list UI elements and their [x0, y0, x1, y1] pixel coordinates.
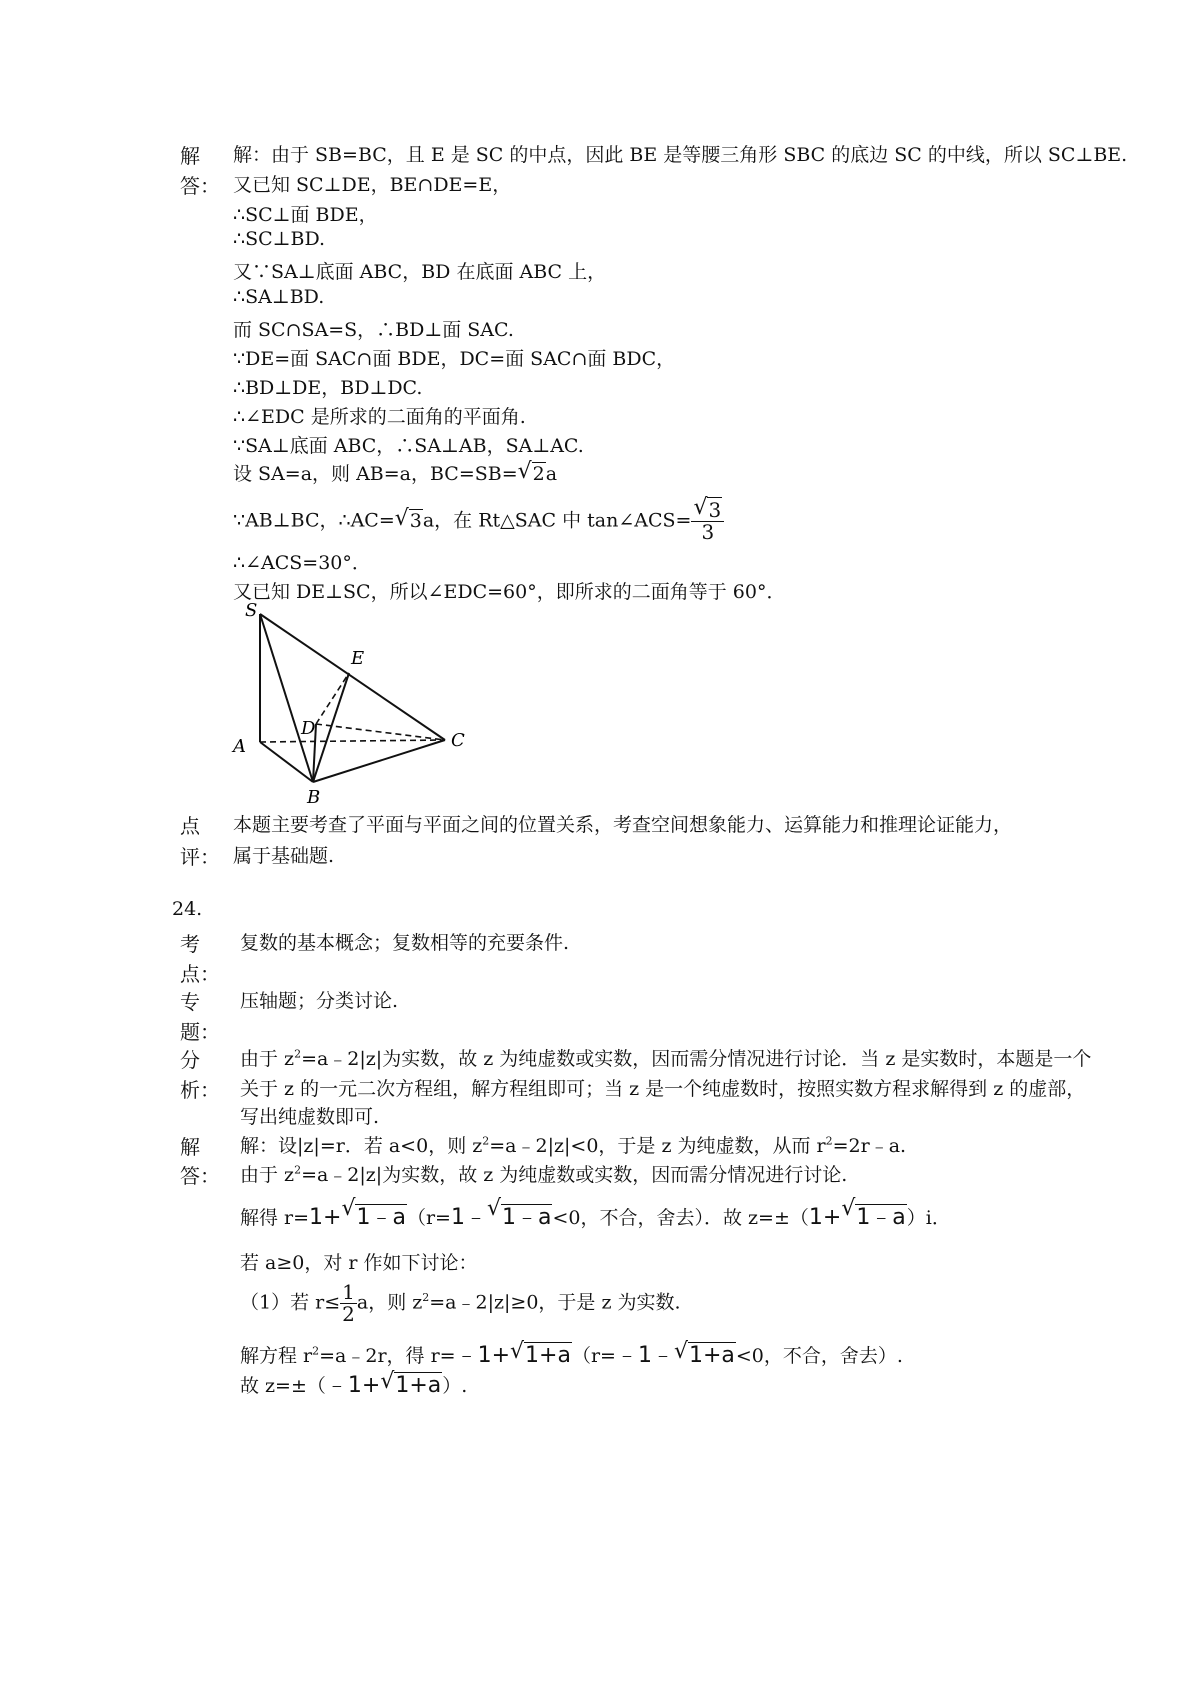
dianping-line-1: 本题主要考查了平面与平面之间的位置关系，考查空间想象能力、运算能力和推理论证能力， — [233, 814, 1013, 836]
edge-be — [313, 673, 349, 782]
fenxi-label-1: 分 — [180, 1048, 200, 1072]
fenxi-label-2: 析： — [180, 1078, 220, 1102]
dianping-label-2: 评： — [180, 845, 220, 869]
q23-line-3: ∴SC⊥BD. — [233, 228, 326, 250]
zhuanti-label-2: 题： — [180, 1020, 220, 1044]
q23-line-ab: ∵AB⊥BC，∴AC=√ 3a，在 Rt△SAC 中 tan∠ACS= √ $\frac{3}{3}$ — [233, 500, 724, 543]
half-fraction: $\frac{1}{2}$ — [342, 1280, 355, 1326]
jieda-label-2: 答： — [180, 174, 220, 198]
jieda-label-1: 解 — [180, 144, 200, 168]
label-s: S — [245, 600, 258, 621]
q24-line-2: 由于 $z^2=a﹣2|z|$为实数，故 z 为纯虚数或实数，因而需分情况进行讨论. — [240, 1163, 848, 1186]
kaodian-text: 复数的基本概念；复数相等的充要条件. — [240, 932, 570, 954]
fenxi-line-2: 关于 z 的一元二次方程组，解方程组即可；当 z 是一个纯虚数时，按照实数方程求解得到 z 的虚部， — [240, 1078, 1086, 1100]
kaodian-label-1: 考 — [180, 932, 200, 956]
zhuanti-label-1: 专 — [180, 990, 200, 1014]
question-number: 24. — [172, 898, 203, 920]
q24-line-4: 若 a≥0，对 r 作如下讨论： — [240, 1252, 478, 1274]
jieda2-label-2: 答： — [180, 1164, 220, 1188]
q24-line-5: （1）若 r≤ $\frac{1}{2}$ a，则 $z^2=a﹣2|z|\ge 0$，于是 z 为实数. — [240, 1280, 681, 1326]
q23-line-7: ∵DE=面 SAC∩面 BDE，DC=面 SAC∩面 BDC， — [233, 348, 676, 370]
q24-line-7: 故 z=±（﹣1+√ 1+a）. — [240, 1368, 467, 1399]
label-a: A — [233, 736, 246, 757]
label-e: E — [351, 648, 365, 669]
edge-ab — [260, 742, 313, 782]
edge-de-dashed — [316, 673, 349, 724]
q24-line-3: 解得 r=1+√ 1﹣a（r=1﹣√ 1﹣a<0，不合，舍去）．故 z=±（1+√ 1﹣a）i． — [240, 1200, 951, 1231]
q23-line-8: ∴BD⊥DE，BD⊥DC. — [233, 377, 423, 399]
edge-bc — [313, 740, 445, 782]
jieda2-label-1: 解 — [180, 1135, 200, 1159]
q23-line-final: 又已知 DE⊥SC，所以∠EDC=60°，即所求的二面角等于 60°． — [233, 581, 786, 603]
fenxi-line-1: 由于 $z^2=a﹣2|z|$为实数，故 z 为纯虚数或实数，因而需分情况进行讨论．当 z 是实数时，本题是一个 — [240, 1047, 1092, 1070]
q23-line-10: ∵SA⊥底面 ABC，∴SA⊥AB，SA⊥AC. — [233, 435, 584, 457]
q23-line-2: ∴SC⊥面 BDE， — [233, 204, 378, 226]
q23-line-9: ∴∠EDC 是所求的二面角的平面角. — [233, 406, 526, 428]
zhuanti-text: 压轴题；分类讨论. — [240, 990, 399, 1012]
q23-line-acs: ∴∠ACS=30°． — [233, 552, 371, 574]
label-b: B — [307, 787, 321, 808]
tetrahedron-figure — [225, 598, 485, 808]
fenxi-line-3: 写出纯虚数即可. — [240, 1106, 380, 1128]
edge-ac-dashed — [260, 740, 445, 742]
q23-line-sa: 设 SA=a，则 AB=a，BC=SB=√ 2a — [233, 459, 557, 486]
dianping-line-2: 属于基础题. — [233, 845, 335, 867]
q24-line-6: 解方程 $r^2=a﹣2r$，得 r=﹣1+√ 1+a（r=﹣1﹣√ 1+a<0，不合，舍去）. — [240, 1338, 903, 1369]
q23-line-5: ∴SA⊥BD. — [233, 286, 325, 308]
label-d: D — [301, 718, 316, 739]
q23-line-1: 又已知 SC⊥DE，BE∩DE=E， — [233, 174, 512, 196]
label-c: C — [451, 730, 465, 751]
edge-sb — [260, 614, 313, 782]
q23-line-4: 又∵SA⊥底面 ABC，BD 在底面 ABC 上， — [233, 261, 607, 283]
q24-line-1: 解：设|z|=r．若 a<0，则 $z^2=a﹣2|z|<0$，于是 z 为纯虚数，从而 $r^2=2r﹣a$. — [240, 1134, 907, 1157]
edge-sc — [260, 614, 445, 740]
q23-line-0: 解：由于 SB=BC，且 E 是 SC 的中点，因此 BE 是等腰三角形 SBC 的底边 SC 的中线，所以 SC⊥BE. — [233, 144, 1128, 166]
kaodian-label-2: 点： — [180, 962, 220, 986]
dianping-label-1: 点 — [180, 814, 200, 838]
q23-line-6: 而 SC∩SA=S，∴BD⊥面 SAC. — [233, 319, 514, 341]
tan-fraction: √ $\frac{3}{3}$ — [691, 500, 724, 543]
